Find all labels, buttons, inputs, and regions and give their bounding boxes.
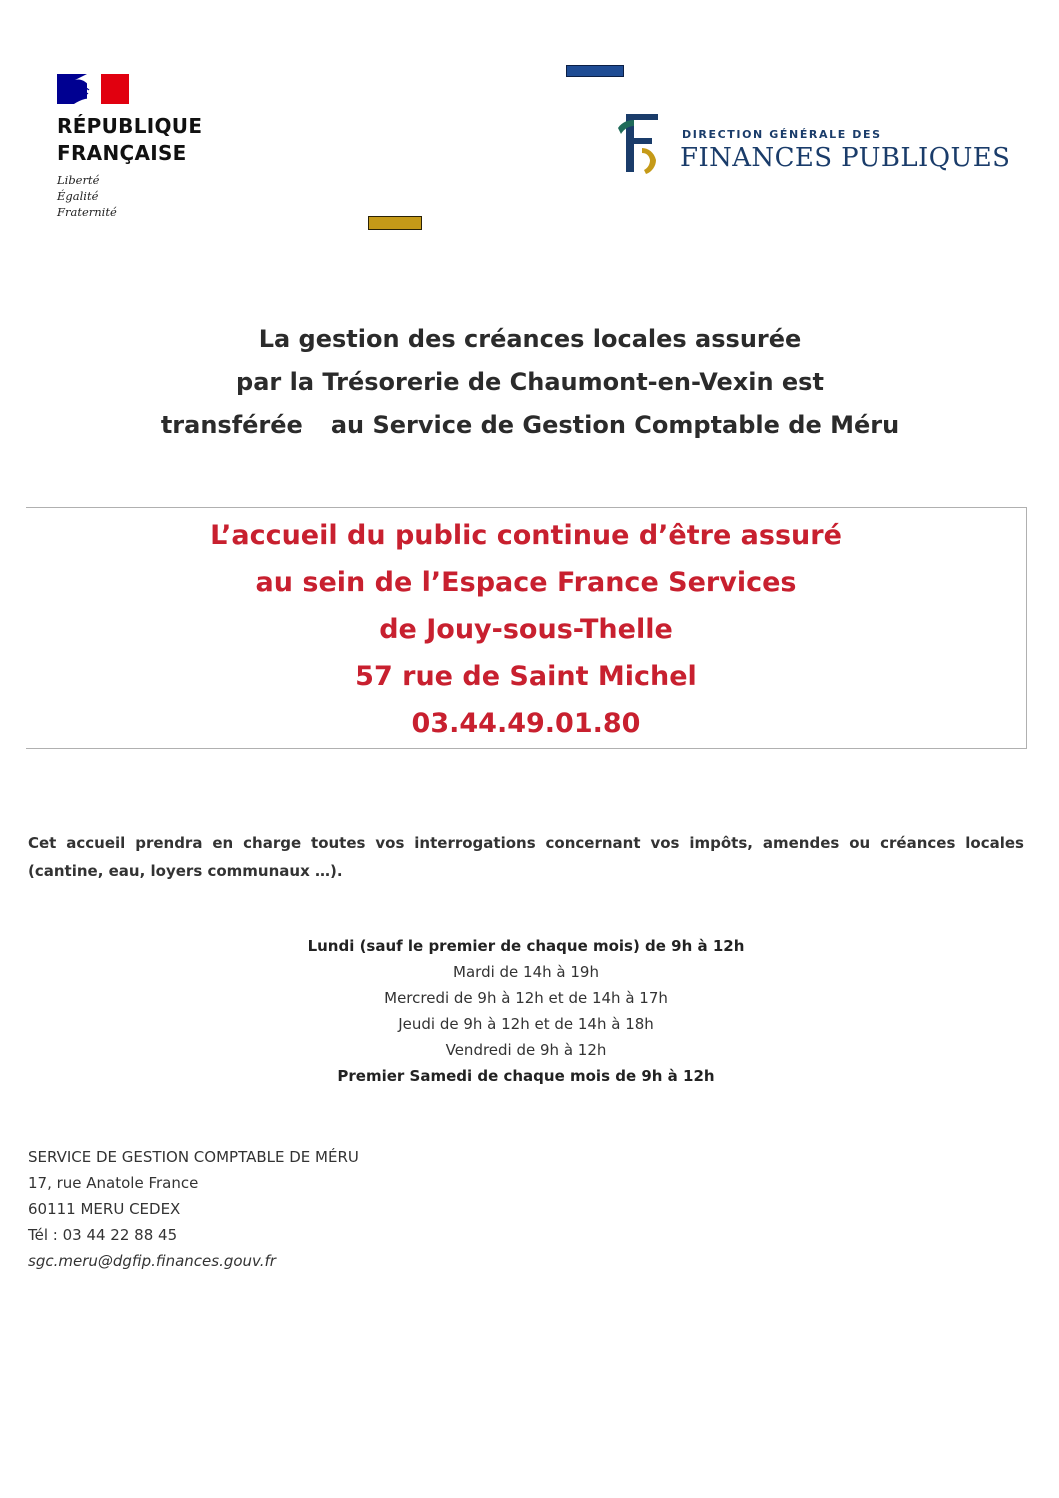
motto-liberte: Liberté — [57, 173, 100, 187]
highlight-text — [26, 512, 1026, 747]
marianne-flag-icon — [57, 74, 129, 104]
dgfip-finances-label: FINANCES PUBLIQUES — [680, 143, 1011, 173]
motto-egalite: Égalité — [57, 189, 99, 203]
republique-line2: FRANÇAISE — [57, 141, 187, 165]
opening-hours — [126, 933, 926, 1089]
address-email: sgc.meru@dgfip.finances.gouv.fr — [28, 1252, 276, 1270]
info-paragraph: Cet accueil prendra en charge toutes vos interrogations concernant vos impôts, amendes ou créances locales (cantine, eau, loyers communaux …). — [28, 834, 1024, 880]
address-city: 60111 MERU CEDEX — [28, 1200, 181, 1218]
republique-francaise-logo — [57, 74, 257, 220]
gold-color-bar — [368, 216, 422, 230]
dgfip-logo — [612, 108, 1032, 188]
headline-line3 — [80, 404, 980, 447]
hours-wednesday: Mercredi de 9h à 12h et de 14h à 17h — [384, 989, 668, 1007]
highlight-address: 57 rue de Saint Michel — [355, 661, 697, 692]
headline-line3-part-b: au Service de Gestion Comptable de Méru — [330, 411, 900, 439]
dgfip-monogram-icon — [612, 108, 672, 178]
highlight-phone: 03.44.49.01.80 — [411, 708, 641, 739]
hours-saturday: Premier Samedi de chaque mois de 9h à 12h — [337, 1067, 715, 1085]
address-service-name: SERVICE DE GESTION COMPTABLE DE MÉRU — [28, 1148, 359, 1166]
address-phone: Tél : 03 44 22 88 45 — [28, 1226, 178, 1244]
highlight-line3: de Jouy-sous-Thelle — [379, 614, 673, 645]
dgfip-direction-label: DIRECTION GÉNÉRALE DES — [682, 128, 882, 141]
highlight-line2: au sein de l’Espace France Services — [255, 567, 797, 598]
hours-tuesday: Mardi de 14h à 19h — [453, 963, 599, 981]
hours-thursday: Jeudi de 9h à 12h et de 14h à 18h — [398, 1015, 654, 1033]
address-street: 17, rue Anatole France — [28, 1174, 199, 1192]
highlight-line1: L’accueil du public continue d’être assuré — [210, 520, 842, 551]
blue-color-bar — [566, 65, 624, 77]
hours-monday: Lundi (sauf le premier de chaque mois) de 9h à 12h — [307, 937, 745, 955]
headline — [80, 318, 980, 447]
headline-line2: par la Trésorerie de Chaumont-en-Vexin est — [236, 368, 824, 396]
republique-motto — [57, 172, 257, 220]
headline-line3-part-a: transférée — [160, 411, 303, 439]
republique-line1: RÉPUBLIQUE — [57, 114, 203, 138]
republique-name — [57, 113, 257, 167]
headline-line1: La gestion des créances locales assurée — [258, 325, 802, 353]
hours-friday: Vendredi de 9h à 12h — [445, 1041, 607, 1059]
service-address — [28, 1144, 628, 1274]
motto-fraternite: Fraternité — [57, 205, 117, 219]
